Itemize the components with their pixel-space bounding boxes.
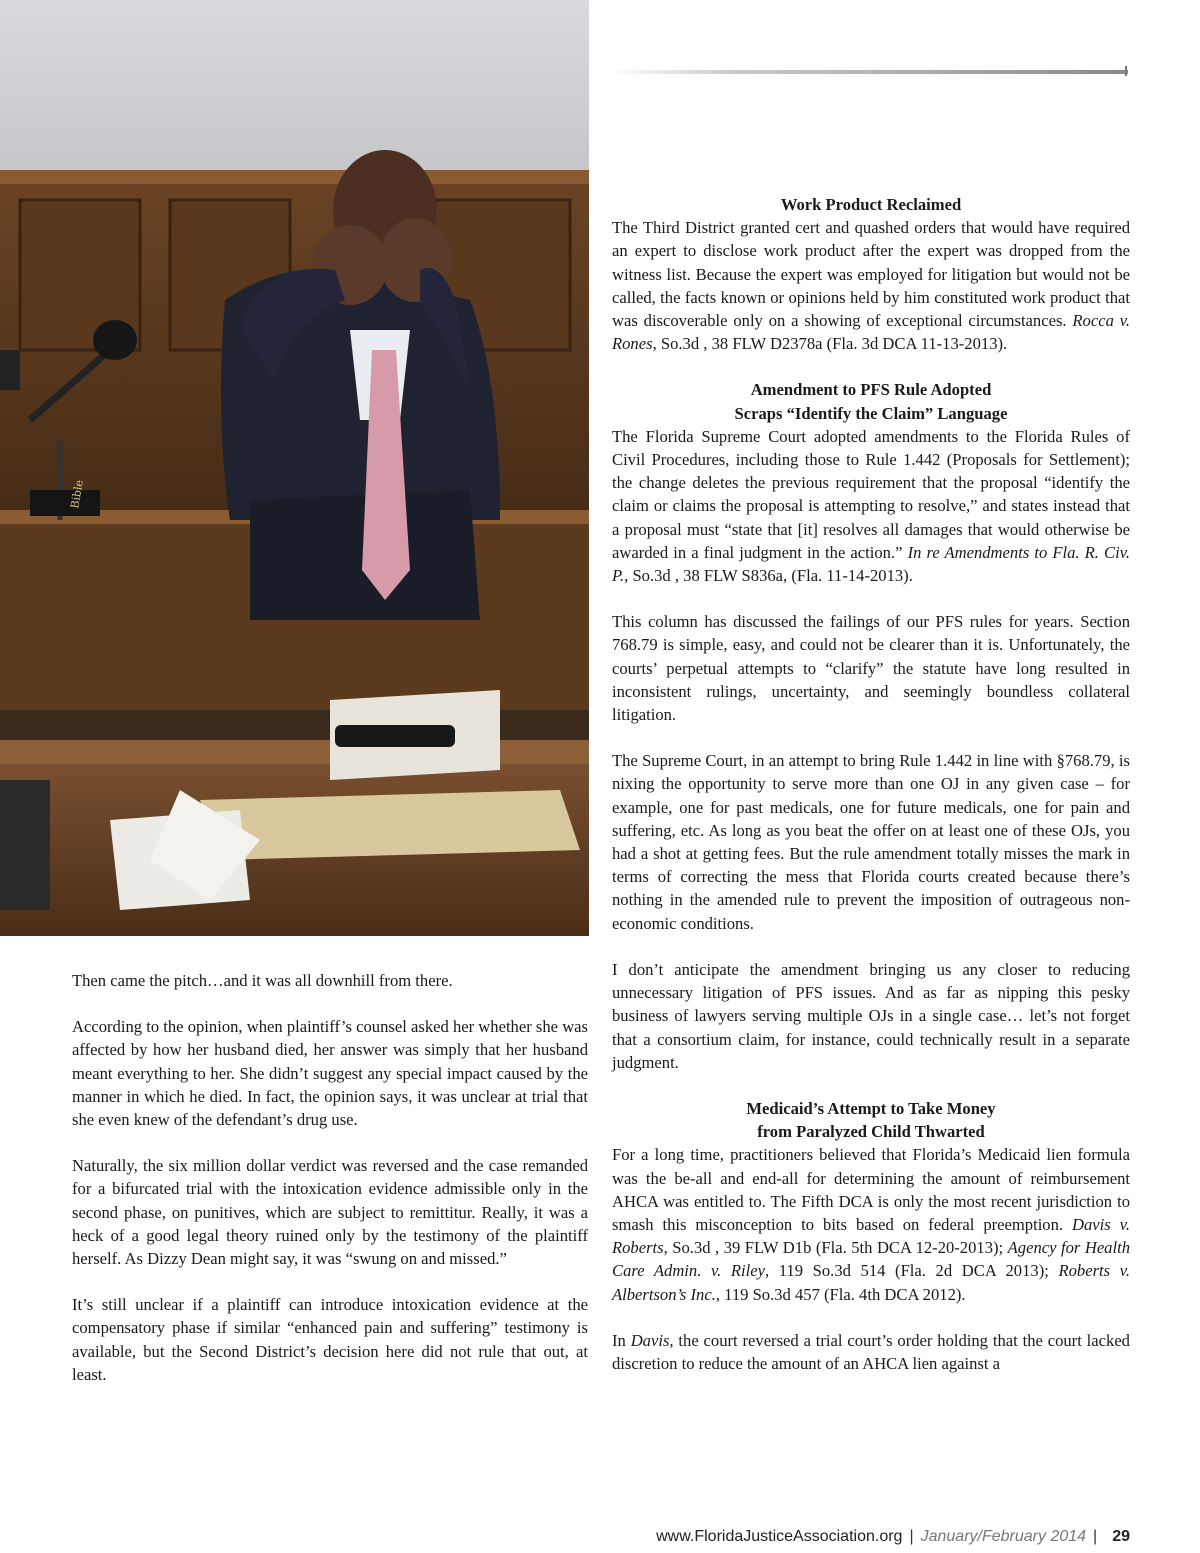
footer-separator: | <box>909 1528 914 1545</box>
section-heading-pfs-rule <box>612 378 1130 424</box>
text-span: The Third District granted cert and quashed orders that would have required an expert to disclose work product after the expert was dropped from the witness list. Because the expert was employed for litigation but would not be called, the facts known or opinions held by him constituted work product that was discoverable only on a showing of exceptional circumstances. <box>612 218 1130 331</box>
paragraph-pfs-3: The Supreme Court, in an attempt to bring Rule 1.442 in line with §768.79, is nixing the opportunity to serve more than one OJ in any given case – for example, one for past medicals, one for future medicals, one for pain and suffering, etc. As long as you beat the offer on at least one of these OJs, you had a shot at getting fees. But the rule amendment totally misses the mark in terms of correcting the mess that Florida courts created because there’s nothing in the amended rule to prevent the imposition of outrageous non-economic conditions. <box>612 751 1130 933</box>
page-number: 29 <box>1112 1528 1130 1545</box>
page-footer <box>600 1525 1130 1549</box>
right-column <box>612 193 1130 1375</box>
footer-issue: January/February 2014 <box>920 1528 1087 1545</box>
text-span: , So.3d , 39 FLW D1b (Fla. 5th DCA 12-20-2013); <box>663 1238 1008 1258</box>
bible-label: Bible <box>68 479 86 510</box>
paragraph-left-4: It’s still unclear if a plaintiff can introduce intoxication evidence at the compensatory phase if similar “enhanced pain and suffering” testimony is available, but the Second District’s decision here did not rule that out, at least. <box>72 1295 588 1384</box>
paragraph-left-2: According to the opinion, when plaintiff’s counsel asked her whether she was affected by how her husband died, her answer was simply that her husband meant everything to her. She didn’t suggest any special impact caused by the manner in which he died. In fact, the opinion says, it was unclear at trial that she even knew of the defendant’s drug use. <box>72 1017 588 1130</box>
header-rule <box>608 70 1128 74</box>
text-span: For a long time, practitioners believed that Florida’s Medicaid lien formula was the be-all and end-all for determining the amount of reimbursement AHCA was entitled to. The Fifth DCA is only the most recent jurisdiction to smash this misconception to bits based on federal preemption. <box>612 1145 1130 1234</box>
case-citation: Agency for Health Care Admin. v. Riley <box>612 1238 1130 1281</box>
section-heading-work-product: Work Product Reclaimed <box>780 195 962 214</box>
paragraph-left-3: Naturally, the six million dollar verdict was reversed and the case remanded for a bifurcated trial with the intoxication evidence admissible only in the second phase, on punitives, which are subject to remittitur. Really, it was a heck of a good legal theory ruined only by the testimony of the plaintiff herself. As Dizzy Dean might say, it was “swung on and missed.” <box>72 1156 588 1269</box>
case-citation: Davis <box>630 1330 670 1350</box>
text-span: The Florida Supreme Court adopted amendments to the Florida Rules of Civil Procedures, including those to Rule 1.442 (Proposals for Settlement); the change deletes the previous requirement that the proposal “identify the claim or claims the proposal is attempting to resolve,” and states instead that a proposal must “state that [it] resolves all damages that would otherwise be awarded in a final judgment in the action.” <box>612 426 1130 562</box>
section-heading-medicaid <box>612 1097 1130 1143</box>
text-span: , 119 So.3d 514 (Fla. 2d DCA 2013); <box>764 1261 1059 1281</box>
footer-website: www.FloridaJusticeAssociation.org <box>656 1528 903 1545</box>
paragraph-medicaid-1 <box>612 1143 1130 1305</box>
left-column <box>72 969 588 1386</box>
heading-line: Scraps “Identify the Claim” Language <box>734 403 1008 423</box>
case-citation: Davis v. Roberts <box>612 1214 1130 1258</box>
text-span: , the court reversed a trial court’s order holding that the court lacked discretion to reduce the amount of an AHCA lien against a <box>612 1330 1130 1373</box>
paragraph-pfs-1 <box>612 425 1130 587</box>
text-span: , 119 So.3d 457 (Fla. 4th DCA 2012). <box>715 1284 966 1304</box>
heading-line: Amendment to PFS Rule Adopted <box>750 380 992 400</box>
case-citation: In re Amendments to Fla. R. Civ. P. <box>612 542 1130 586</box>
paragraph-left-1: Then came the pitch…and it was all downhill from there. <box>72 971 453 990</box>
case-citation: Roberts v. Albertson’s Inc. <box>612 1261 1130 1304</box>
paragraph-medicaid-2 <box>612 1329 1130 1375</box>
text-span: , So.3d , 38 FLW D2378a (Fla. 3d DCA 11-13-2013). <box>652 334 1008 354</box>
courtroom-photo <box>0 0 589 936</box>
paragraph-pfs-4: I don’t anticipate the amendment bringing us any closer to reducing unnecessary litigation of PFS issues. And as far as nipping this pesky business of lawyers serving multiple OJs in a single case… let’s not forget that a consortium claim, for instance, could technically result in a separate judgment. <box>612 959 1130 1072</box>
courtroom-photo-icon <box>0 0 589 936</box>
paragraph-pfs-2: This column has discussed the failings of our PFS rules for years. Section 768.79 is simple, easy, and could not be clearer than it is. Unfortunately, the courts’ perpetual attempts to “clarify” the statute have long resulted in inconsistent rulings, uncertainty, and seemingly boundless collateral litigation. <box>612 612 1130 725</box>
heading-line: from Paralyzed Child Thwarted <box>757 1122 985 1142</box>
text-span: , So.3d , 38 FLW S836a, (Fla. 11-14-2013). <box>624 566 913 586</box>
paragraph-work-product <box>612 216 1130 355</box>
text-span: In <box>612 1330 631 1350</box>
heading-line: Medicaid’s Attempt to Take Money <box>746 1098 996 1118</box>
footer-separator: | <box>1093 1528 1098 1545</box>
header-rule-end <box>1125 66 1127 76</box>
case-citation: Rocca v. Rones <box>612 311 1130 354</box>
